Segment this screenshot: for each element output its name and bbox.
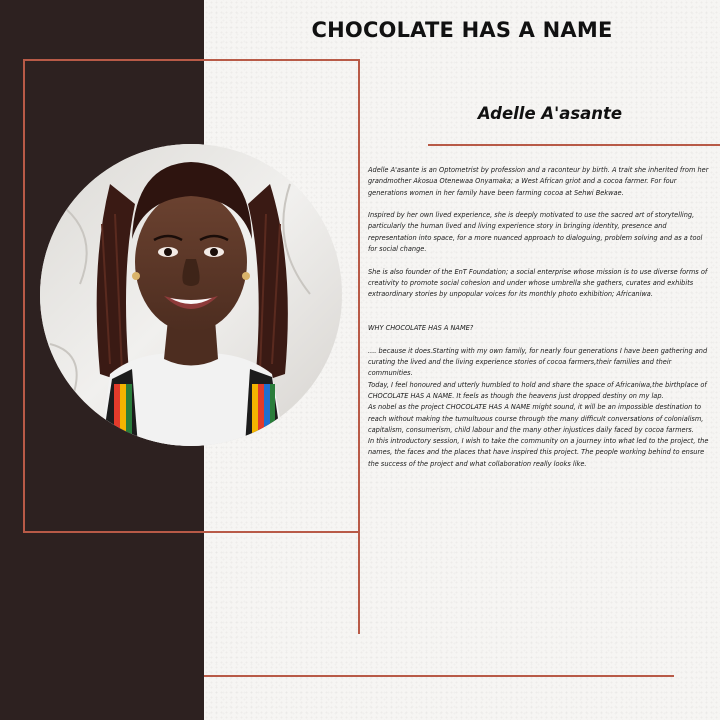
why-paragraph: .... because it does.Starting with my own family, for nearly four generations I have been gathering and curating the lived and the living experience stories of cocoa farmers,their families and their communities. xyxy=(368,346,708,378)
bio-paragraph: Adelle A'asante is an Optometrist by profession and a raconteur by birth. A trait she inherited from her grandmother Akosua Otenewaa Onyamaka; a West African griot and a cocoa farmer. For four generations women in her family have been farming cocoa at Sehwi Bekwae. xyxy=(368,166,709,197)
page-title: CHOCOLATE HAS A NAME xyxy=(311,18,613,42)
bio-paragraph: Inspired by her own lived experience, she is deeply motivated to use the sacred art of storytelling, particularly the human lived and living experience story in bringing identity, presence and representation into space, for a more nuanced approach to dialoguing, problem solving and as a tool for social change. xyxy=(368,211,703,254)
why-heading: WHY CHOCOLATE HAS A NAME? xyxy=(368,324,474,333)
why-paragraph: In this introductory session, I wish to take the community on a journey into what led to the project, the names, the faces and the places that have inspired this project. The people working behind to ensure the success of the project and what collaboration really looks like. xyxy=(368,437,709,468)
portrait-illustration xyxy=(40,144,342,446)
bio-paragraph: She is also founder of the EnT Foundation; a social enterprise whose mission is to use diverse forms of creativity to promote social cohesion and under whose umbrella she gathers, curates and exhibits extraordinary stories by unpopular voices for its monthly photo exhibition; Africaniwa. xyxy=(368,267,708,299)
speaker-name: Adelle A'asante xyxy=(477,104,623,123)
why-paragraph: Today, I feel honoured and utterly humbled to hold and share the space of Africaniwa,the birthplace of CHOCOLATE HAS A NAME. It feels as though the heavens just dropped destiny on my lap. xyxy=(368,380,707,400)
accent-vertical-line xyxy=(358,528,360,634)
name-underline xyxy=(428,144,720,146)
why-paragraph: As nobel as the project CHOCOLATE HAS A NAME might sound, it will be an impossible destination to reach without making the tumultuous course through the many difficult conversations of colonialism, capitalism, consumerism, child labour and the many other injustices daily faced by cocoa farmers. xyxy=(368,403,704,434)
speaker-portrait xyxy=(40,144,342,446)
bio-text xyxy=(368,165,712,470)
bottom-divider xyxy=(204,675,674,677)
